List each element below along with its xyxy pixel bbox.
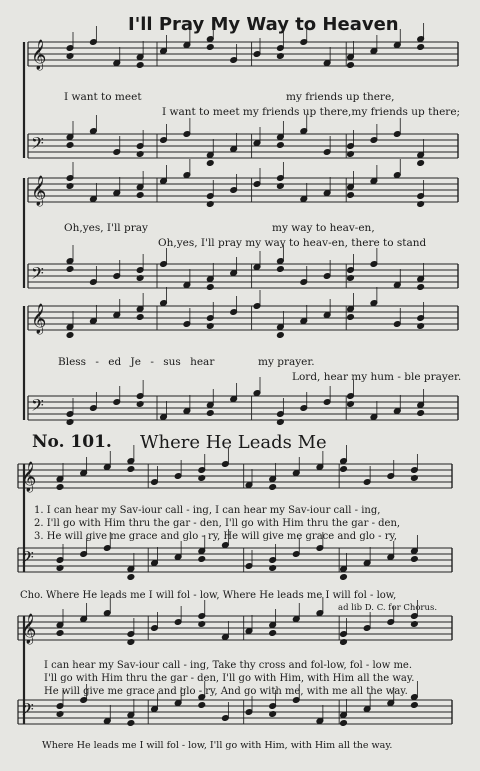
lyric-line: my friends up there,: [286, 91, 395, 103]
verse-line: I can hear my Sav-iour call - ing, Take thy cross and fol-low, fol - low me.: [44, 660, 413, 671]
lyric-line: my prayer.: [258, 356, 315, 368]
svg-text:𝄞: 𝄞: [31, 304, 47, 334]
svg-text:𝄞: 𝄞: [21, 462, 37, 492]
lyric-line: Oh,yes, I'll pray my way to heav-en, there to stand: [158, 237, 427, 249]
svg-text:𝄢: 𝄢: [21, 699, 34, 723]
svg-text:𝄞: 𝄞: [31, 40, 47, 70]
chorus-label: Cho.: [20, 590, 44, 601]
lyric-line: Oh,yes, I'll pray: [64, 222, 148, 234]
performance-note: ad lib D. C. for Chorus.: [338, 603, 438, 613]
song-title: I'll Pray My Way to Heaven: [128, 14, 399, 35]
chorus-line: Where He leads me I will fol - low, I'll go with Him, with Him all the way.: [42, 740, 393, 751]
lyric-line: I want to meet: [64, 91, 142, 103]
lyric-line: Bless - ed Je - sus hear: [58, 356, 215, 368]
svg-text:𝄢: 𝄢: [21, 547, 34, 571]
verse-line: 3. He will give me grace and glo - ry, He will give me grace and glo - ry,: [34, 531, 397, 542]
svg-text:𝄢: 𝄢: [31, 133, 44, 157]
verse-line: 1. I can hear my Sav-iour call - ing, I can hear my Sav-iour call - ing,: [34, 505, 381, 516]
hymn-number: No. 101.: [32, 432, 112, 452]
verse-line: 2. I'll go with Him thru the gar - den, I'll go with Him thru the gar - den,: [34, 518, 401, 529]
verse-line: I'll go with Him thru the gar - den, I'll go with Him, with Him all the way.: [44, 673, 415, 684]
lyric-line: my way to heav-en,: [272, 222, 375, 234]
lyric-line: Lord, hear my hum - ble prayer.: [292, 371, 462, 383]
svg-text:𝄞: 𝄞: [31, 176, 47, 206]
lyric-line: I want to meet my friends up there,my friends up there;: [162, 106, 461, 118]
svg-text:𝄞: 𝄞: [21, 614, 37, 644]
svg-text:𝄢: 𝄢: [31, 395, 44, 419]
chorus-line: Where He leads me I will fol - low, Where He leads me I will fol - low,: [46, 590, 397, 601]
song-title: Where He Leads Me: [140, 432, 327, 453]
svg-text:𝄢: 𝄢: [31, 263, 44, 287]
verse-line: He will give me grace and glo - ry, And go with me, with me all the way.: [44, 686, 408, 697]
